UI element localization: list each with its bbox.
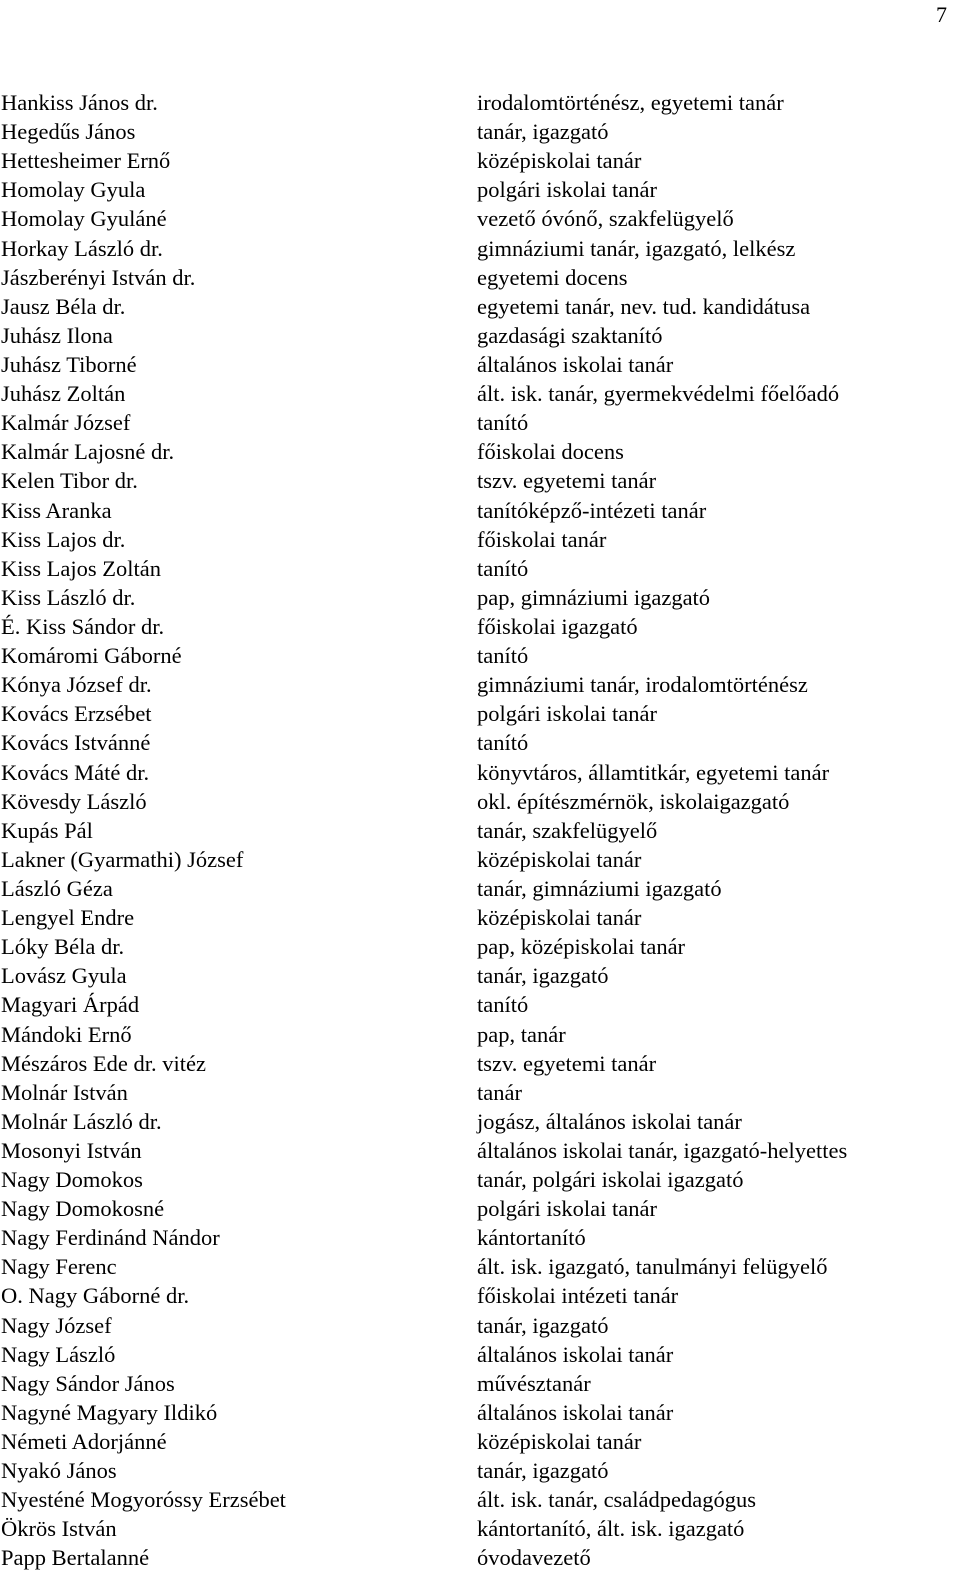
- person-name: Kiss László dr.: [1, 584, 136, 610]
- person-name: Kovács Erzsébet: [1, 701, 152, 727]
- person-occupation: ált. isk. tanár, családpedagógus: [477, 1487, 757, 1513]
- person-name: É. Kiss Sándor dr.: [1, 613, 165, 639]
- list-item: [0, 641, 960, 670]
- list-item: [0, 1281, 960, 1310]
- person-occupation: okl. építészmérnök, iskolaigazgató: [477, 788, 790, 814]
- person-occupation: főiskolai docens: [477, 439, 624, 465]
- person-occupation: irodalomtörténész, egyetemi tanár: [477, 90, 784, 115]
- person-name: Juhász Ilona: [1, 322, 113, 348]
- list-item: [0, 816, 960, 845]
- person-name: Kupás Pál: [1, 817, 93, 843]
- person-name: Nagy Domokosné: [1, 1196, 165, 1222]
- person-name: Kiss Lajos Zoltán: [1, 555, 161, 581]
- list-item: [0, 408, 960, 437]
- person-name: Juhász Zoltán: [1, 381, 126, 407]
- person-name: Hegedűs János: [1, 119, 136, 145]
- person-occupation: pap, tanár: [477, 1021, 566, 1047]
- person-name: Horkay László dr.: [1, 235, 163, 261]
- person-occupation: középiskolai tanár: [477, 905, 642, 931]
- person-occupation: ált. isk. igazgató, tanulmányi felügyelő: [477, 1254, 828, 1280]
- list-item: [0, 263, 960, 292]
- list-item: [0, 1340, 960, 1369]
- person-name: Mészáros Ede dr. vitéz: [1, 1050, 206, 1076]
- list-item: [0, 583, 960, 612]
- person-name: Nyesténé Mogyoróssy Erzsébet: [1, 1487, 286, 1513]
- list-item: [0, 874, 960, 903]
- person-name: Lóky Béla dr.: [1, 934, 125, 960]
- person-occupation: jogász, általános iskolai tanár: [477, 1108, 742, 1134]
- person-occupation: középiskolai tanár: [477, 1429, 642, 1455]
- person-name: Kövesdy László: [1, 788, 147, 814]
- list-item: [0, 1136, 960, 1165]
- list-item: [0, 525, 960, 554]
- person-name: Lengyel Endre: [1, 905, 135, 931]
- person-occupation: vezető óvónő, szakfelügyelő: [477, 206, 734, 232]
- list-item: [0, 1252, 960, 1281]
- person-occupation: tanító: [477, 555, 529, 581]
- person-name: Homolay Gyula: [1, 177, 146, 203]
- person-occupation: általános iskolai tanár, igazgató-helyettes: [477, 1137, 848, 1163]
- person-occupation: tanító: [477, 643, 529, 669]
- person-name: Hettesheimer Ernő: [1, 148, 171, 174]
- person-occupation: tanár, igazgató: [477, 119, 609, 145]
- list-item: [0, 1223, 960, 1252]
- list-item: [0, 845, 960, 874]
- list-item: [0, 1165, 960, 1194]
- list-item: [0, 350, 960, 379]
- person-occupation: tanítóképző-intézeti tanár: [477, 497, 707, 523]
- person-occupation: tanár: [477, 1079, 522, 1105]
- person-occupation: főiskolai tanár: [477, 526, 607, 552]
- person-occupation: ált. isk. tanár, gyermekvédelmi főelőadó: [477, 381, 840, 407]
- person-name: Komáromi Gáborné: [1, 643, 182, 669]
- person-occupation: pap, középiskolai tanár: [477, 934, 686, 960]
- list-item: [0, 670, 960, 699]
- list-item: [0, 146, 960, 175]
- list-item: [0, 496, 960, 525]
- list-item: [0, 1107, 960, 1136]
- person-occupation: tanár, igazgató: [477, 1458, 609, 1484]
- person-name: Nagy László: [1, 1341, 116, 1367]
- list-item: [0, 437, 960, 466]
- person-name: Németi Adorjánné: [1, 1429, 167, 1455]
- person-name: Homolay Gyuláné: [1, 206, 167, 232]
- list-item: [0, 1311, 960, 1340]
- person-name: Jausz Béla dr.: [1, 293, 126, 319]
- person-occupation: tanító: [477, 410, 529, 436]
- person-occupation: tanár, igazgató: [477, 1312, 609, 1338]
- list-item: [0, 728, 960, 757]
- person-occupation: pap, gimnáziumi igazgató: [477, 584, 711, 610]
- list-item: [0, 758, 960, 787]
- person-name: Hankiss János dr.: [1, 90, 158, 115]
- list-item: [0, 1398, 960, 1427]
- person-occupation: tanító: [477, 992, 529, 1018]
- list-item: [0, 379, 960, 408]
- person-occupation: könyvtáros, államtitkár, egyetemi tanár: [477, 759, 830, 785]
- person-occupation: kántortanító: [477, 1225, 586, 1251]
- list-item: [0, 117, 960, 146]
- person-name: Kovács Istvánné: [1, 730, 151, 756]
- person-name: László Géza: [1, 875, 113, 901]
- person-name: Juhász Tiborné: [1, 351, 137, 377]
- person-name: Nagy József: [1, 1312, 112, 1338]
- person-occupation: művésztanár: [477, 1370, 591, 1396]
- list-item: [0, 234, 960, 263]
- person-name: Lakner (Gyarmathi) József: [1, 846, 244, 872]
- person-occupation: polgári iskolai tanár: [477, 701, 657, 727]
- person-name: Nagy Ferdinánd Nándor: [1, 1225, 220, 1251]
- list-item: [0, 1020, 960, 1049]
- list-item: [0, 787, 960, 816]
- person-name: Nagy Domokos: [1, 1167, 143, 1193]
- person-occupation: általános iskolai tanár: [477, 351, 674, 377]
- list-item: [0, 292, 960, 321]
- list-item: [0, 932, 960, 961]
- person-occupation: tanár, gimnáziumi igazgató: [477, 875, 722, 901]
- person-name: Papp Bertalanné: [1, 1545, 150, 1571]
- list-item: [0, 990, 960, 1019]
- list-item: [0, 466, 960, 495]
- person-name: Kelen Tibor dr.: [1, 468, 138, 494]
- person-name: Kalmár Lajosné dr.: [1, 439, 175, 465]
- person-occupation: gimnáziumi tanár, igazgató, lelkész: [477, 235, 796, 261]
- list-item: [0, 1078, 960, 1107]
- person-occupation: polgári iskolai tanár: [477, 177, 657, 203]
- person-name: Nagyné Magyary Ildikó: [1, 1399, 218, 1425]
- person-name: O. Nagy Gáborné dr.: [1, 1283, 190, 1309]
- person-occupation: egyetemi tanár, nev. tud. kandidátusa: [477, 293, 811, 319]
- list-item: [0, 1514, 960, 1543]
- person-name: Magyari Árpád: [1, 992, 140, 1018]
- person-name: Kalmár József: [1, 410, 131, 436]
- person-occupation: tanító: [477, 730, 529, 756]
- person-name: Nyakó János: [1, 1458, 117, 1484]
- person-occupation: tanár, polgári iskolai igazgató: [477, 1167, 744, 1193]
- person-name: Kiss Aranka: [1, 497, 112, 523]
- person-name: Ökrös István: [1, 1516, 117, 1542]
- person-occupation: gimnáziumi tanár, irodalomtörténész: [477, 672, 808, 698]
- list-item: [0, 961, 960, 990]
- list-item: [0, 1456, 960, 1485]
- list-item: [0, 1049, 960, 1078]
- person-occupation: tszv. egyetemi tanár: [477, 1050, 657, 1076]
- person-occupation: óvodavezető: [477, 1545, 591, 1571]
- page-number: 7: [936, 2, 947, 27]
- list-item: [0, 699, 960, 728]
- list-item: [0, 554, 960, 583]
- list-item: [0, 612, 960, 641]
- person-occupation: tanár, igazgató: [477, 963, 609, 989]
- list-item: [0, 1543, 960, 1572]
- person-occupation: főiskolai intézeti tanár: [477, 1283, 679, 1309]
- person-name: Mosonyi István: [1, 1137, 142, 1163]
- person-name: Molnár István: [1, 1079, 128, 1105]
- list-item: [0, 321, 960, 350]
- person-occupation: tanár, szakfelügyelő: [477, 817, 658, 843]
- person-occupation: tszv. egyetemi tanár: [477, 468, 657, 494]
- person-name: Kovács Máté dr.: [1, 759, 150, 785]
- person-name: Kónya József dr.: [1, 672, 152, 698]
- list-item: [0, 1485, 960, 1514]
- person-name: Nagy Ferenc: [1, 1254, 117, 1280]
- person-occupation: kántortanító, ált. isk. igazgató: [477, 1516, 745, 1542]
- person-name: Kiss Lajos dr.: [1, 526, 126, 552]
- person-occupation: középiskolai tanár: [477, 846, 642, 872]
- person-occupation: egyetemi docens: [477, 264, 628, 290]
- person-name: Mándoki Ernő: [1, 1021, 132, 1047]
- list-item: [0, 903, 960, 932]
- list-item: [0, 204, 960, 233]
- person-name: Nagy Sándor János: [1, 1370, 175, 1396]
- person-occupation: általános iskolai tanár: [477, 1341, 674, 1367]
- list-item: [0, 1369, 960, 1398]
- list-item: [0, 88, 960, 117]
- person-occupation: gazdasági szaktanító: [477, 322, 663, 348]
- person-occupation: általános iskolai tanár: [477, 1399, 674, 1425]
- person-occupation: főiskolai igazgató: [477, 613, 638, 639]
- list-item: [0, 1194, 960, 1223]
- entry-list: [0, 88, 960, 1573]
- person-occupation: polgári iskolai tanár: [477, 1196, 657, 1222]
- list-item: [0, 175, 960, 204]
- person-name: Molnár László dr.: [1, 1108, 162, 1134]
- list-item: [0, 1427, 960, 1456]
- person-name: Lovász Gyula: [1, 963, 127, 989]
- person-name: Jászberényi István dr.: [1, 264, 196, 290]
- person-occupation: középiskolai tanár: [477, 148, 642, 174]
